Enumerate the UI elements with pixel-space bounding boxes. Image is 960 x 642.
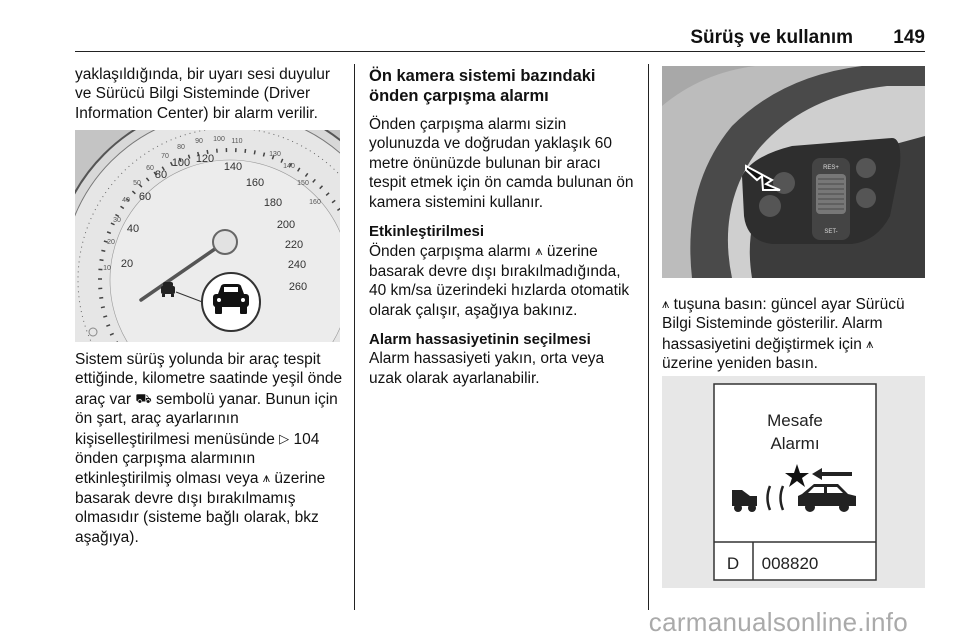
intro-paragraph: yaklaşıldığında, bir uyarı sesi duyulur ve Sürücü Bilgi Sisteminde (Driver Information Center) bir alarm verilir. — [75, 66, 331, 122]
tick-label: 200 — [276, 219, 296, 231]
activation-heading: Etkinleştirilmesi — [369, 223, 485, 241]
tick-label: 20 — [107, 239, 115, 246]
text-run: üzerine basarak devre dışı bırakılmamış olmasıdır (sisteme bağlı olarak, bkz aşağıya). — [75, 470, 326, 546]
tick-label: 80 — [154, 169, 168, 181]
steering-wheel-figure — [662, 66, 925, 278]
tick-label: 40 — [126, 223, 140, 235]
tick-label: 30 — [113, 217, 121, 224]
text-run: sembolü yanar. Bunun için ön şart, araç ayarlarının kişiselleştirilmesi menüsünde — [75, 390, 338, 448]
display-title-line-2: Alarmı — [770, 434, 820, 453]
text-run: üzerine basarak devre dışı bırakılmadığında, 40 km/sa üzerindeki hızlarda otomatik olarak çalışır, aşağıya bakınız. — [369, 243, 630, 319]
tick-label: 160 — [309, 199, 321, 206]
tick-label: 140 — [223, 161, 243, 173]
collision-alert-button-icon: ⩚ — [262, 470, 271, 486]
lane-assist-button[interactable] — [856, 188, 876, 208]
dic-display-figure — [662, 376, 925, 588]
activation-paragraph — [369, 241, 637, 320]
display-code-letter: D — [726, 554, 740, 573]
text-run: üzerine yeniden basın. — [662, 355, 818, 373]
tick-label: 90 — [195, 138, 203, 145]
display-title-line-1: Mesafe — [767, 411, 823, 430]
set-label: SET- — [824, 229, 838, 235]
tick-label: 60 — [146, 165, 154, 172]
column-divider-1 — [354, 64, 355, 610]
text-run: tuşuna basın: güncel ayar Sürücü Bilgi Sisteminde gösterilir. Alarm hassasiyetini değiştirmek için — [662, 296, 905, 353]
tick-label: 60 — [138, 191, 152, 203]
column-divider-2 — [648, 64, 649, 610]
tick-label: 40 — [122, 197, 130, 204]
vehicle-ahead-icon: ⛟ — [135, 390, 152, 406]
column-3-body — [662, 294, 927, 374]
tick-label: 160 — [245, 177, 265, 189]
page-header — [75, 24, 925, 50]
page-reference-arrow-icon: ▷ — [279, 430, 290, 446]
tick-label: 110 — [231, 138, 243, 145]
res-label: RES+ — [823, 165, 839, 171]
tick-label: 100 — [213, 136, 225, 143]
text-run: Önden çarpışma alarmı — [369, 243, 536, 261]
column-2 — [369, 66, 637, 388]
collision-alert-button-icon: ⩚ — [866, 335, 874, 351]
sensitivity-paragraph: Alarm hassasiyeti yakın, orta veya uzak olarak ayarlanabilir. — [369, 350, 605, 387]
tick-label: 140 — [283, 163, 295, 170]
header-rule — [75, 51, 925, 52]
page-number: 149 — [893, 27, 925, 48]
tick-label: 80 — [177, 144, 185, 151]
tick-label: 20 — [120, 258, 134, 270]
display-code: 008820 — [761, 554, 819, 573]
sensitivity-heading: Alarm hassasiyetinin seçilmesi — [369, 331, 591, 349]
tick-label: 120 — [195, 153, 215, 165]
section-title: Sürüş ve kullanım — [690, 27, 853, 48]
text-run: önden çarpışma alarmının etkinleştirilmiş olması veya — [75, 450, 263, 488]
needle-hub — [213, 230, 237, 254]
collision-alert-button-icon: ⩚ — [535, 243, 543, 259]
tick-label: 220 — [284, 239, 304, 251]
tick-label: 50 — [133, 180, 141, 187]
tick-label: 180 — [263, 197, 283, 209]
column-1 — [75, 65, 343, 123]
camera-paragraph: Önden çarpışma alarmı sizin yolunuzda ve doğrudan yaklaşık 60 metre önünüzde bulunan bir aracı tespit etmek için ön camda bulunan ön kamera sistemini kullanır. — [369, 116, 634, 211]
tick-label: 260 — [288, 281, 308, 293]
page-reference[interactable]: 104 — [293, 430, 320, 448]
description-paragraph — [75, 350, 343, 547]
collision-alert-button-icon: ⩚ — [662, 296, 670, 311]
tick-label: 10 — [103, 265, 111, 272]
section-heading: Ön kamera sistemi bazındaki önden çarpışma alarmı — [369, 67, 596, 105]
column-1-body — [75, 350, 343, 547]
speedometer-figure — [75, 130, 340, 342]
watermark: carmanualsonline.info — [648, 607, 908, 637]
cruise-control-button[interactable] — [759, 195, 781, 217]
press-paragraph — [662, 294, 927, 374]
speed-limiter-button[interactable] — [856, 158, 876, 178]
tick-label: 130 — [269, 151, 281, 158]
tick-label: 150 — [297, 180, 309, 187]
text-run: Sistem sürüş yolunda bir araç tespit ettiğinde, kilometre saatinde yeşil önde araç var — [75, 351, 343, 408]
tick-label: 70 — [161, 153, 169, 160]
tick-label: 100 — [171, 157, 191, 169]
tick-label: 240 — [287, 259, 307, 271]
